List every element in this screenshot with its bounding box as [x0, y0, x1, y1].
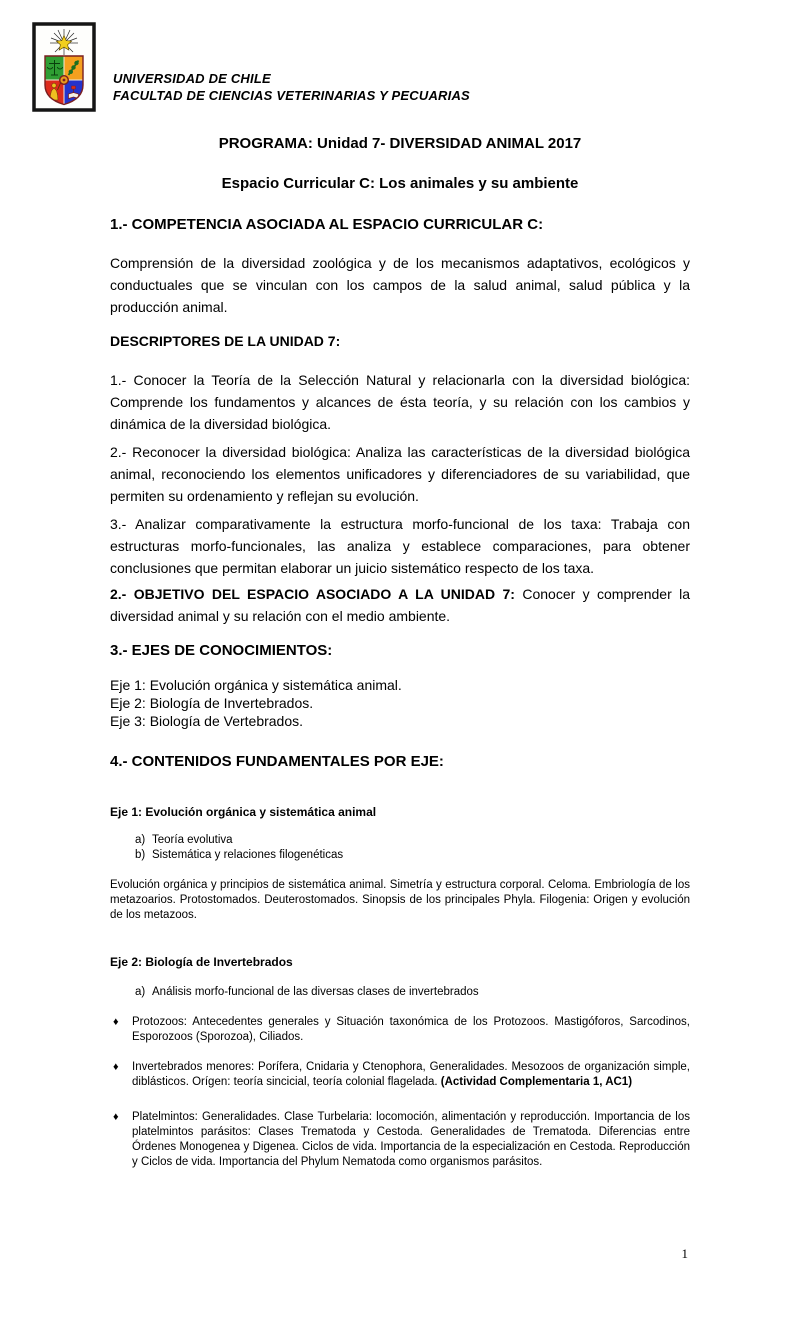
list-marker: b) [135, 849, 146, 861]
eje1-content-heading: Eje 1: Evolución orgánica y sistemática animal [110, 805, 377, 819]
bullet-text-run: Invertebrados menores: Porífera, Cnidaria y Ctenophora, Generalidades. Mesozoos de organización simple, diblásticos. Orígen: teoría sincicial, teoría colonial flagelada. [132, 1061, 690, 1088]
objetivo-text: Conocer y comprender la diversidad animal y su relación con el medio ambiente. [110, 586, 691, 624]
diamond-bullet-icon: ♦ [113, 1016, 119, 1028]
diamond-bullet-icon: ♦ [113, 1061, 119, 1073]
list-item [135, 833, 690, 848]
eje1-letter-list [135, 833, 690, 863]
list-item [135, 985, 690, 1000]
universidad-de-chile-logo [32, 22, 96, 112]
bullet-text: Protozoos: Antecedentes generales y Situación taxonómica de los Protozoos. Mastigóforos, Sarcodinos, Esporozoos (Sporozoa), Ciliados. [132, 1016, 690, 1043]
competencia-paragraph: Comprensión de la diversidad zoológica y de los mecanismos adaptativos, ecológicos y conductuales que se vinculan con los campos de la salud animal, salud pública y la producción animal. [110, 255, 690, 315]
contenidos-heading: 4.- CONTENIDOS FUNDAMENTALES POR EJE: [110, 753, 444, 770]
bullet-item-invertebrados-menores [110, 1060, 690, 1090]
curricular-space-title: Espacio Curricular C: Los animales y su ambiente [221, 175, 579, 192]
eje-item-3: Eje 3: Biología de Vertebrados. [110, 713, 304, 729]
eje2-content-heading: Eje 2: Biología de Invertebrados [110, 955, 293, 969]
eje1-content-paragraph: Evolución orgánica y principios de sistemática animal. Simetría y estructura corporal. Celoma. Embriología de los metazoarios. Protostomados. Deuterostomados. Sinopsis de los principales Phyla. Filogenia: Origen y evolución de los metazoos. [110, 879, 690, 921]
descriptor-3: 3.- Analizar comparativamente la estructura morfo-funcional de los taxa: Trabaja con estructuras morfo-funcionales, las analiza y establece comparaciones, para obtener conclusiones que permitan elaborar un juicio sistemático respecto de los taxa. [110, 516, 690, 576]
faculty-name: FACULTAD DE CIENCIAS VETERINARIAS Y PECUARIAS [113, 88, 470, 103]
program-title: PROGRAMA: Unidad 7- DIVERSIDAD ANIMAL 2017 [218, 135, 582, 152]
competencia-heading: 1.- COMPETENCIA ASOCIADA AL ESPACIO CURRICULAR C: [110, 216, 544, 233]
bullet-text: Platelmintos: Generalidades. Clase Turbelaria: locomoción, alimentación y reproducción. Importancia de los platelmintos parásitos: Clases Trematoda y Cestoda. Generalidades de Trematoda. Diferencias entre Órdenes Monogenea y Digenea. Ciclos de vida. Importancia de la especialización en Cestoda. Reproducción y Ciclos de vida. Importancia del Phylum Nematoda como organismos parásitos. [132, 1111, 690, 1168]
list-marker: a) [135, 986, 146, 998]
document-body [110, 0, 690, 1170]
descriptores-heading: DESCRIPTORES DE LA UNIDAD 7: [110, 333, 341, 349]
diamond-bullet-icon: ♦ [113, 1111, 119, 1123]
bullet-text [132, 1060, 690, 1090]
list-marker: a) [135, 834, 146, 846]
ejes-heading: 3.- EJES DE CONOCIMIENTOS: [110, 642, 333, 659]
list-item-text: Análisis morfo-funcional de las diversas clases de invertebrados [152, 986, 479, 998]
bullet-item-protozoos [110, 1015, 690, 1045]
eje-item-1: Eje 1: Evolución orgánica y sistemática animal. [110, 677, 402, 693]
descriptor-1: 1.- Conocer la Teoría de la Selección Natural y relacionarla con la diversidad biológica: Comprende los fundamentos y alcances de ésta teoría, y su relación con los cambios y dinámica de la diversidad biológica. [110, 372, 690, 432]
eje2-letter-list [135, 985, 690, 1000]
actividad-complementaria-label: (Actividad Complementaria 1, AC1) [440, 1076, 633, 1088]
university-name: UNIVERSIDAD DE CHILE [113, 71, 271, 86]
ejes-list [110, 676, 690, 730]
descriptor-2: 2.- Reconocer la diversidad biológica: Analiza las características de la diversidad biológica animal, reconociendo los elementos unificadores y diferenciadores de su variabilidad, que permiten su ordenamiento y reflejan su evolución. [110, 444, 690, 504]
eje-item-2: Eje 2: Biología de Invertebrados. [110, 695, 314, 711]
list-item-text: Teoría evolutiva [152, 834, 233, 846]
crest-icon [32, 22, 96, 112]
list-item-text: Sistemática y relaciones filogenéticas [152, 849, 344, 861]
objetivo-heading: 2.- OBJETIVO DEL ESPACIO ASOCIADO A LA UNIDAD 7: [110, 586, 515, 602]
list-item [135, 848, 690, 863]
page-number: 1 [681, 1246, 688, 1261]
bullet-item-platelmintos [110, 1110, 690, 1170]
objetivo-paragraph [110, 583, 690, 627]
